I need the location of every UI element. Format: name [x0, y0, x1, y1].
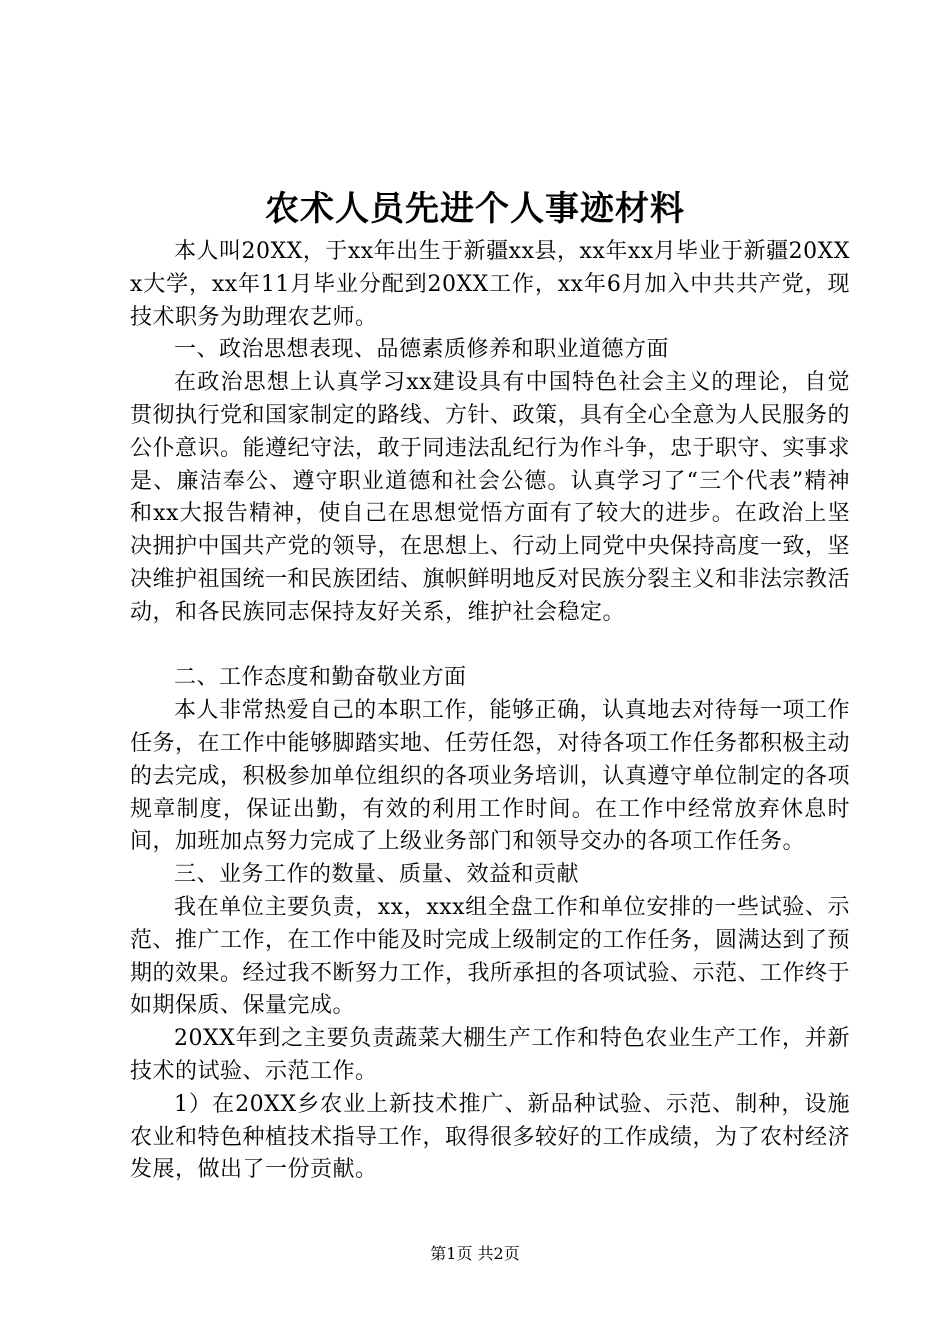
section-heading-work-attitude: 二、工作态度和勤奋敬业方面 [174, 665, 467, 691]
achievement-item-1: 1）在20XX乡农业上新技术推广、新品种试验、示范、制种，设施农业和特色种植技术指导工作，取得很多较好的工作成绩，为了农村经济发展，做出了一份贡献。 [130, 1091, 851, 1183]
business-paragraph: 我在单位主要负责，xx，xxx组全盘工作和单位安排的一些试验、示范、推广工作，在工作中能及时完成上级制定的工作任务，圆满达到了预期的效果。经过我不断努力工作，我所承担的各项试验、示范、工作终于如期保质、保量完成。 [130, 894, 851, 1019]
politics-paragraph: 在政治思想上认真学习xx建设具有中国特色社会主义的理论，自觉贯彻执行党和国家制定的路线、方针、政策，具有全心全意为人民服务的公仆意识。能遵纪守法，敢于同违法乱纪行为作斗争，忠于职守、实事求是、廉洁奉公、遵守职业道德和社会公德。认真学习了“三个代表”精神和xx大报告精神，使自己在思想觉悟方面有了较大的进步。在政治上坚决拥护中国共产党的领导，在思想上、行动上同党中央保持高度一致，坚决维护祖国统一和民族团结、旗帜鲜明地反对民族分裂主义和非法宗教活动，和各民族同志保持友好关系，维护社会稳定。 [130, 370, 851, 625]
section-heading-business: 三、业务工作的数量、质量、效益和贡献 [174, 862, 580, 888]
section-heading-politics: 一、政治思想表现、品德素质修养和职业道德方面 [174, 337, 670, 363]
document-body [130, 236, 850, 1187]
page-number: 第1页 共2页 [430, 1244, 520, 1263]
work-attitude-paragraph: 本人非常热爱自己的本职工作，能够正确，认真地去对待每一项工作任务，在工作中能够脚踏实地、任劳任怨，对待各项工作任务都积极主动的去完成，积极参加单位组织的各项业务培训，认真遵守单位制定的各项规章制度，保证出勤，有效的利用工作时间。在工作中经常放弃休息时间，加班加点努力完成了上级业务部门和领导交办的各项工作任务。 [130, 698, 851, 855]
paragraph-spacer [130, 630, 850, 663]
document-title: 农术人员先进个人事迹材料 [265, 189, 685, 229]
greenhouse-paragraph: 20XX年到之主要负责蔬菜大棚生产工作和特色农业生产工作，并新技术的试验、示范工作。 [130, 1026, 850, 1084]
intro-paragraph: 本人叫20XX，于xx年出生于新疆xx县，xx年xx月毕业于新疆20XXx大学，xx年11月毕业分配到20XX工作，xx年6月加入中共共产党，现技术职务为助理农艺师。 [130, 239, 850, 330]
